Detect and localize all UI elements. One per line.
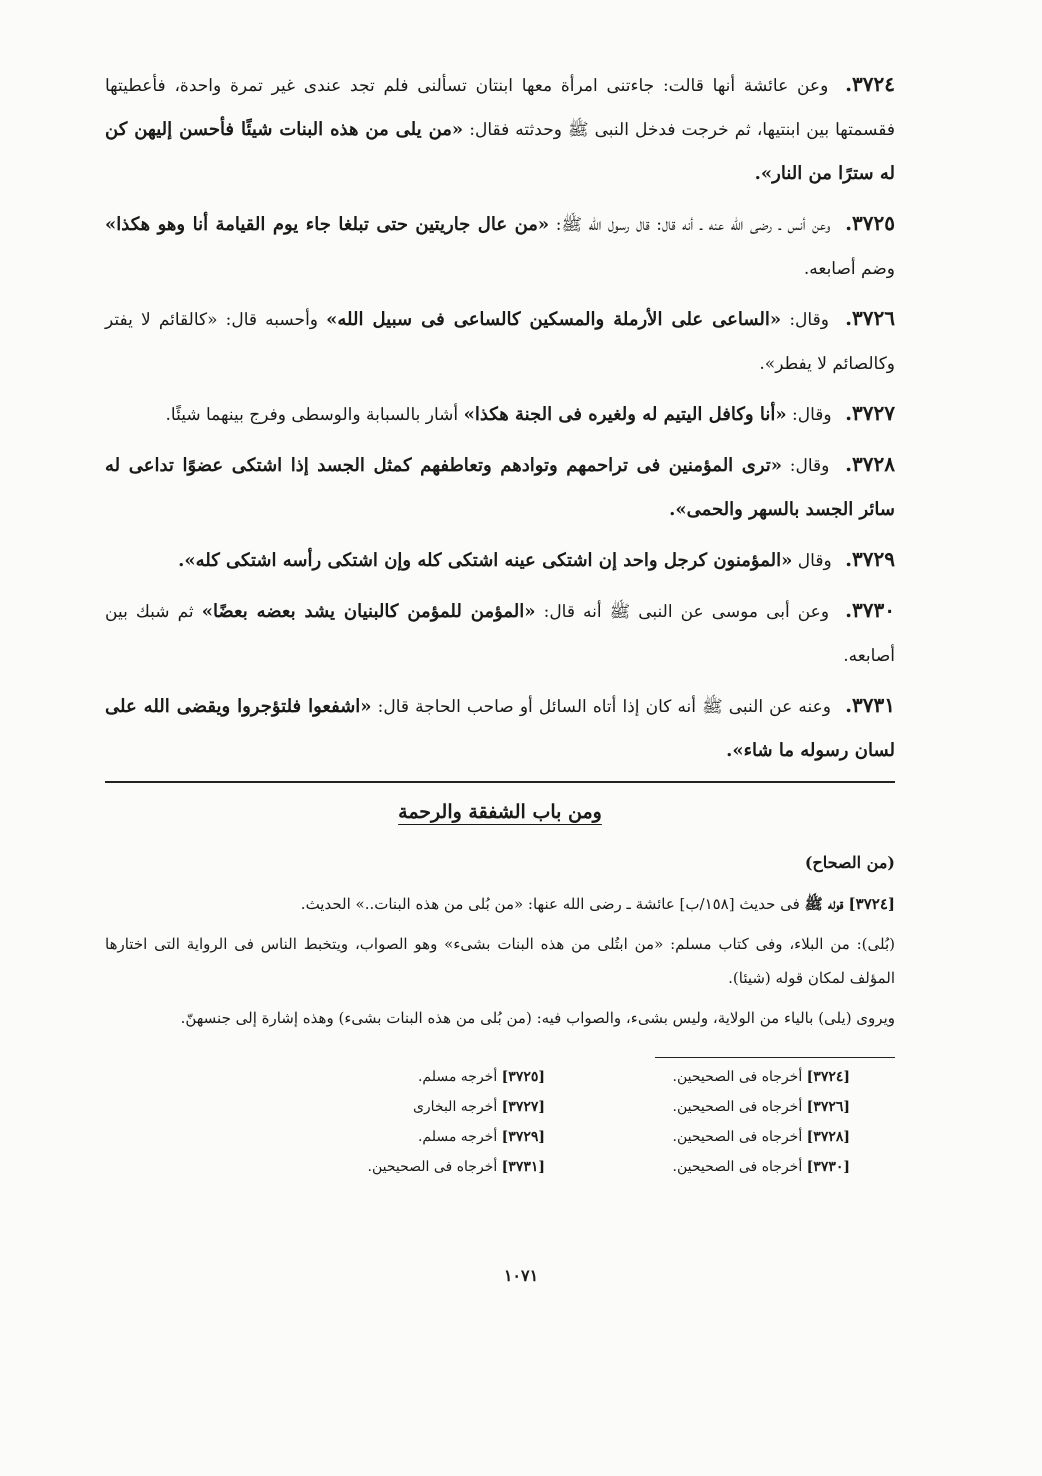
hadith-number: ٣٧٢٥.	[845, 211, 896, 235]
section-divider	[105, 781, 895, 783]
hadith-3726	[105, 296, 895, 386]
hadith-number: ٣٧٢٧.	[845, 401, 895, 425]
hadith-quote: «المؤمنون كرجل واحد إن اشتكى عينه اشتكى كله وإن اشتكى رأسه اشتكى كله».	[178, 550, 793, 571]
footnote	[280, 1092, 545, 1122]
commentary-text: فى حديث [١٥٨/ب] عائشة ـ رضى الله عنها: «من بُلى من هذه البنات..» الحديث.	[300, 895, 800, 913]
footnote-text: أخرجه البخارى	[412, 1099, 498, 1115]
hadith-number: ٣٧٢٩.	[845, 547, 895, 571]
hadith-intro: وقال:	[792, 405, 832, 425]
footnote	[585, 1152, 850, 1182]
footnotes	[280, 1062, 850, 1182]
hadith-intro: وعن عائشة أنها قالت: جاءتنى امرأة معها ابنتان تسألنى فلم تجد عندى غير تمرة واحدة، فأعطيتها فقسمتها بين ابنتيها، ثم خرجت فدخل النبى ﷺ وحدثته فقال:	[105, 76, 895, 140]
footnote-text: أخرجاه فى الصحيحين.	[672, 1099, 803, 1115]
footnote	[280, 1152, 545, 1182]
hadith-intro: وعنه عن النبى ﷺ أنه كان إذا أتاه السائل أو صاحب الحاجة قال:	[377, 697, 831, 717]
footnote-text: أخرجاه فى الصحيحين.	[367, 1159, 498, 1175]
hadith-outro: ثم شبك بين أصابعه.	[105, 602, 895, 666]
hadith-quote: «من عال جاريتين حتى تبلغا جاء يوم القيامة أنا وهو هكذا»	[105, 214, 550, 235]
hadith-number: ٣٧٢٦.	[845, 306, 895, 330]
commentary-paragraph	[105, 927, 895, 995]
footnote-text: أخرجاه فى الصحيحين.	[672, 1069, 803, 1085]
hadith-intro: وقال:	[789, 456, 830, 476]
footnote-ref: [٣٧٢٩]	[501, 1129, 545, 1145]
footnote-text: أخرجه مسلم.	[417, 1129, 498, 1145]
page-number: ١٠٧١	[503, 1266, 539, 1285]
commentary-text: ويروى (يلى) بالياء من الولاية، وليس بشىء، والصواب فيه: (من بُلى من هذه البنات بشىء) وهذه إشارة إلى جنسهنّ.	[180, 1009, 895, 1027]
footnote	[585, 1122, 850, 1152]
hadith-3724	[105, 62, 895, 196]
footnote-ref: [٣٧٢٨]	[806, 1129, 850, 1145]
hadith-quote: «المؤمن للمؤمن كالبنيان يشد بعضه بعضًا»	[201, 601, 536, 622]
footnote-text: أخرجاه فى الصحيحين.	[672, 1129, 803, 1145]
footnote-ref: [٣٧٢٧]	[501, 1099, 545, 1115]
footnote	[280, 1062, 545, 1092]
footnote	[585, 1092, 850, 1122]
hadith-intro: وقال	[797, 551, 832, 571]
footnote	[585, 1062, 850, 1092]
hadith-intro: وقال:	[789, 310, 829, 330]
footnote-ref: [٣٧٢٥]	[501, 1069, 545, 1085]
footnote-ref: [٣٧٢٦]	[806, 1099, 850, 1115]
footnote-text: أخرجاه فى الصحيحين.	[672, 1159, 803, 1175]
commentary-paragraph	[105, 887, 895, 921]
hadith-3728	[105, 442, 895, 532]
hadith-quote: «من يلى من هذه البنات شيئًا فأحسن إليهن كن له سترًا من النار».	[105, 119, 895, 184]
hadith-outro: أشار بالسبابة والوسطى وفرج بينهما شيئًا.	[165, 405, 459, 425]
hadith-number: ٣٧٣١.	[845, 693, 896, 717]
footnote-divider	[655, 1057, 895, 1058]
chapter-title: ومن باب الشفقة والرحمة	[398, 801, 602, 823]
hadith-quote: «ترى المؤمنين فى تراحمهم وتوادهم وتعاطفهم كمثل الجسد إذا اشتكى عضوًا تداعى له سائر الجسد بالسهر والحمى».	[105, 455, 895, 520]
hadith-quote: «أنا وكافل اليتيم له ولغيره فى الجنة هكذا»	[463, 404, 787, 425]
hadith-outro: وأحسبه قال: «كالقائم لا يفتر وكالصائم لا يفطر».	[105, 310, 895, 374]
hadith-quote: «اشفعوا فلتؤجروا ويقضى الله على لسان رسوله ما شاء».	[105, 696, 895, 761]
footnote-ref: [٣٧٢٤]	[806, 1069, 850, 1085]
hadith-number: ٣٧٢٨.	[845, 452, 896, 476]
commentary-text: (بُلى): من البلاء، وفى كتاب مسلم: «من ابتُلى من هذه البنات بشىء» وهو الصواب، ويتخبط الناس فى الرواية التى اختارها المؤلف لمكان قوله (شيئا).	[105, 935, 895, 987]
hadith-intro: وعن أبى موسى عن النبى ﷺ أنه قال:	[543, 602, 830, 622]
page-body	[105, 62, 895, 1182]
footnote-ref: [٣٧٣١]	[501, 1159, 545, 1175]
hadith-outro: وضم أصابعه.	[803, 259, 895, 279]
section-label: (من الصحاح)	[804, 853, 895, 872]
hadith-3729	[105, 537, 895, 583]
hadith-quote: «الساعى على الأرملة والمسكين كالساعى فى سبيل الله»	[326, 309, 782, 330]
hadith-intro: وعن أنس ـ رضى الله عنه ـ أنه قال: قال رسول الله ﷺ:	[555, 215, 831, 235]
hadith-number: ٣٧٢٤.	[845, 72, 896, 96]
hadith-3731	[105, 683, 895, 773]
commentary-paragraph	[105, 1001, 895, 1035]
hadith-3730	[105, 588, 895, 678]
footnote	[280, 1122, 545, 1152]
hadith-number: ٣٧٣٠.	[845, 598, 896, 622]
footnote-ref: [٣٧٣٠]	[806, 1159, 850, 1175]
commentary-ref: [٣٧٢٤] قوله ﷺ	[804, 895, 895, 913]
hadith-3725	[105, 201, 895, 291]
hadith-3727	[105, 391, 895, 437]
footnote-text: أخرجه مسلم.	[417, 1069, 498, 1085]
